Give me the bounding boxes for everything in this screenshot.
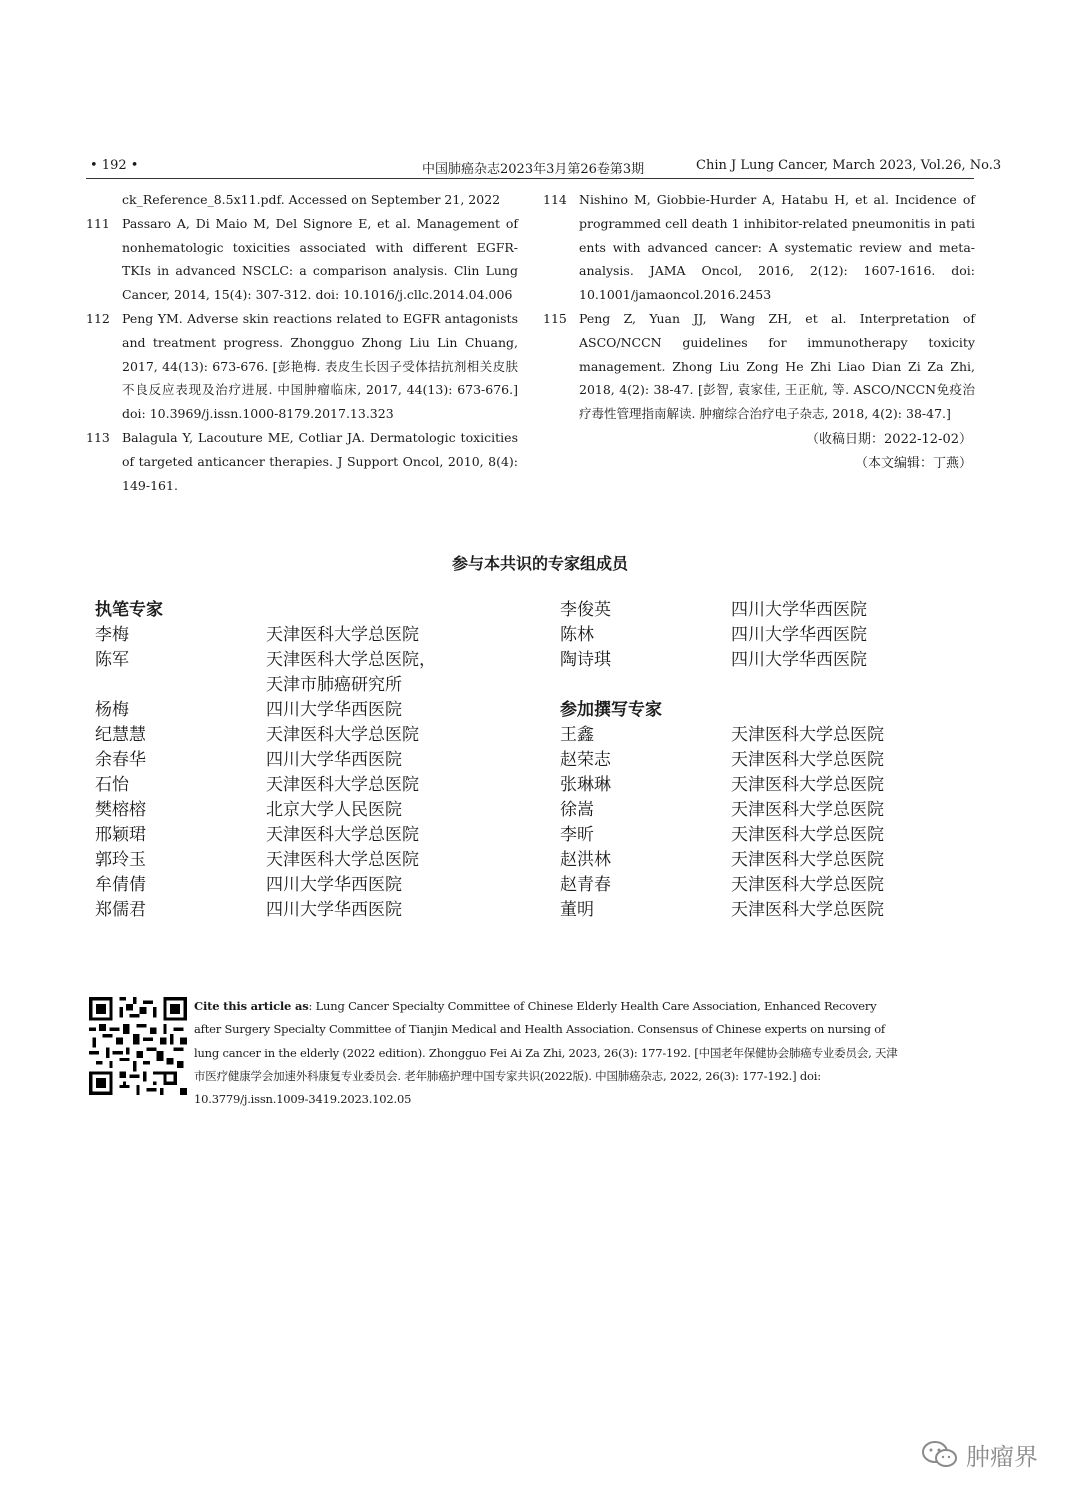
expert-row: 张琳琳 天津医科大学总医院	[560, 775, 884, 795]
expert-row: 樊榕榕 北京大学人民医院	[95, 800, 402, 820]
expert-row: 徐嵩 天津医科大学总医院	[560, 800, 884, 820]
expert-row: 董明 天津医科大学总医院	[560, 900, 884, 920]
expert-row: 石怡 天津医科大学总医院	[95, 775, 419, 795]
citation-text: : Lung Cancer Specialty Committee of Chinese Elderly Health Care Association, Enhanced Recovery after Surgery Specialty Committee of Tianjin Medical and Health Association. Consensus of Chinese experts on nursing of lung cancer in the elderly (2022 edition). Zhongguo Fei Ai Za Zhi, 2023, 26(3): 177-192. [中国老年保健协会肺癌专业委员会, 天津市医疗健康学会加速外科康复专业委员会. 老年肺癌护理中国专家共识(2022版). 中国肺癌杂志, 2022, 26(3): 177-192.] doi: 10.3779/j.issn.1009-3419.2023.102.05	[194, 999, 898, 1107]
citation-label: Cite this article as	[194, 999, 309, 1013]
expert-row: 赵荣志 天津医科大学总医院	[560, 750, 884, 770]
expert-row: 赵青春 天津医科大学总医院	[560, 875, 884, 895]
references-left	[86, 188, 518, 497]
expert-row: 王鑫 天津医科大学总医院	[560, 725, 884, 745]
received-date: （收稿日期：2022-12-02）	[806, 432, 972, 447]
editor-note: （本文编辑：丁燕）	[854, 456, 972, 471]
expert-row: 郑儒君 四川大学华西医院	[95, 900, 402, 920]
expert-row: 陈林 四川大学华西医院	[560, 625, 867, 645]
expert-row: 李俊英 四川大学华西医院	[560, 600, 867, 620]
reference-item: ck_Reference_8.5x11.pdf. Accessed on September 21, 2022	[122, 192, 501, 207]
watermark-text: 肿瘤界	[966, 1443, 1038, 1471]
expert-row: 赵洪林 天津医科大学总医院	[560, 850, 884, 870]
expert-row: 余春华 四川大学华西医院	[95, 750, 402, 770]
expert-row: 纪慧慧 天津医科大学总医院	[95, 725, 419, 745]
reference-item: 111 Passaro A, Di Maio M, Del Signore E, et al. Management of nonhematologic toxicities associated with different EGFR-TKIs in advanced NSCLC: a comparison analysis. Clin Lung Cancer, 2014, 15(4): 307-312. doi: 10.1016/j.cllc.2014.04.006	[86, 215, 518, 303]
writing-experts-heading: 执笔专家	[95, 600, 163, 620]
expert-row: 牟倩倩 四川大学华西医院	[95, 875, 402, 895]
watermark	[920, 1437, 1038, 1472]
expert-row: 邢颖珺 天津医科大学总医院	[95, 825, 419, 845]
journal-title-cn: 中国肺癌杂志2023年3月第26卷第3期	[422, 162, 645, 177]
experts-section-title: 参与本共识的专家组成员	[451, 554, 628, 573]
expert-row: 李昕 天津医科大学总医院	[560, 825, 884, 845]
journal-title-en: Chin J Lung Cancer, March 2023, Vol.26, No.3	[696, 158, 1002, 173]
citation-block	[194, 995, 906, 1111]
expert-row: 陈军 天津医科大学总医院， 天津市肺癌研究所	[95, 650, 436, 695]
expert-row: 陶诗琪 四川大学华西医院	[560, 650, 867, 670]
references-right	[543, 188, 975, 426]
reference-item: 113 Balagula Y, Lacouture ME, Cotliar JA. Dermatologic toxicities of targeted anticancer therapies. J Support Oncol, 2010, 8(4): 149-161.	[86, 429, 518, 493]
experts-right-column	[560, 598, 980, 923]
page-number: • 192 •	[90, 158, 139, 173]
experts-left-column	[95, 598, 515, 923]
contributing-experts-heading: 参加撰写专家	[560, 700, 662, 720]
expert-row: 郭玲玉 天津医科大学总医院	[95, 850, 419, 870]
reference-item: 115 Peng Z, Yuan JJ, Wang ZH, et al. Interpretation of ASCO/NCCN guidelines for immunotherapy toxicity management. Zhong Liu Zong He Zhi Liao Dian Zi Za Zhi, 2018, 4(2): 38-47. [彭智, 袁家佳, 王正航, 等. ASCO/NCCN免疫治疗毒性管理指南解读. 肿瘤综合治疗电子杂志, 2018, 4(2): 38-47.]	[543, 310, 975, 422]
expert-row: 李梅 天津医科大学总医院	[95, 625, 419, 645]
reference-item: 114 Nishino M, Giobbie-Hurder A, Hatabu H, et al. Incidence of programmed cell death 1 inhibitor-related pneumonitis in pati ents with advanced cancer: A systematic review and meta-analysis. JAMA Oncol, 2016, 2(12): 1607-1616. doi: 10.1001/jamaoncol.2016.2453	[543, 192, 975, 303]
wechat-icon	[920, 1440, 960, 1470]
expert-row: 杨梅 四川大学华西医院	[95, 700, 402, 720]
header-rule	[86, 178, 974, 179]
reference-item: 112 Peng YM. Adverse skin reactions related to EGFR antagonists and treatment progress. Zhongguo Zhong Liu Lin Chuang, 2017, 44(13): 673-676. [彭艳梅. 表皮生长因子受体拮抗剂相关皮肤不良反应表现及治疗进展. 中国肿瘤临床, 2017, 44(13): 673-676.] doi: 10.3969/j.issn.1000-8179.2017.13.323	[86, 310, 518, 422]
qr-code-icon[interactable]	[89, 997, 187, 1095]
